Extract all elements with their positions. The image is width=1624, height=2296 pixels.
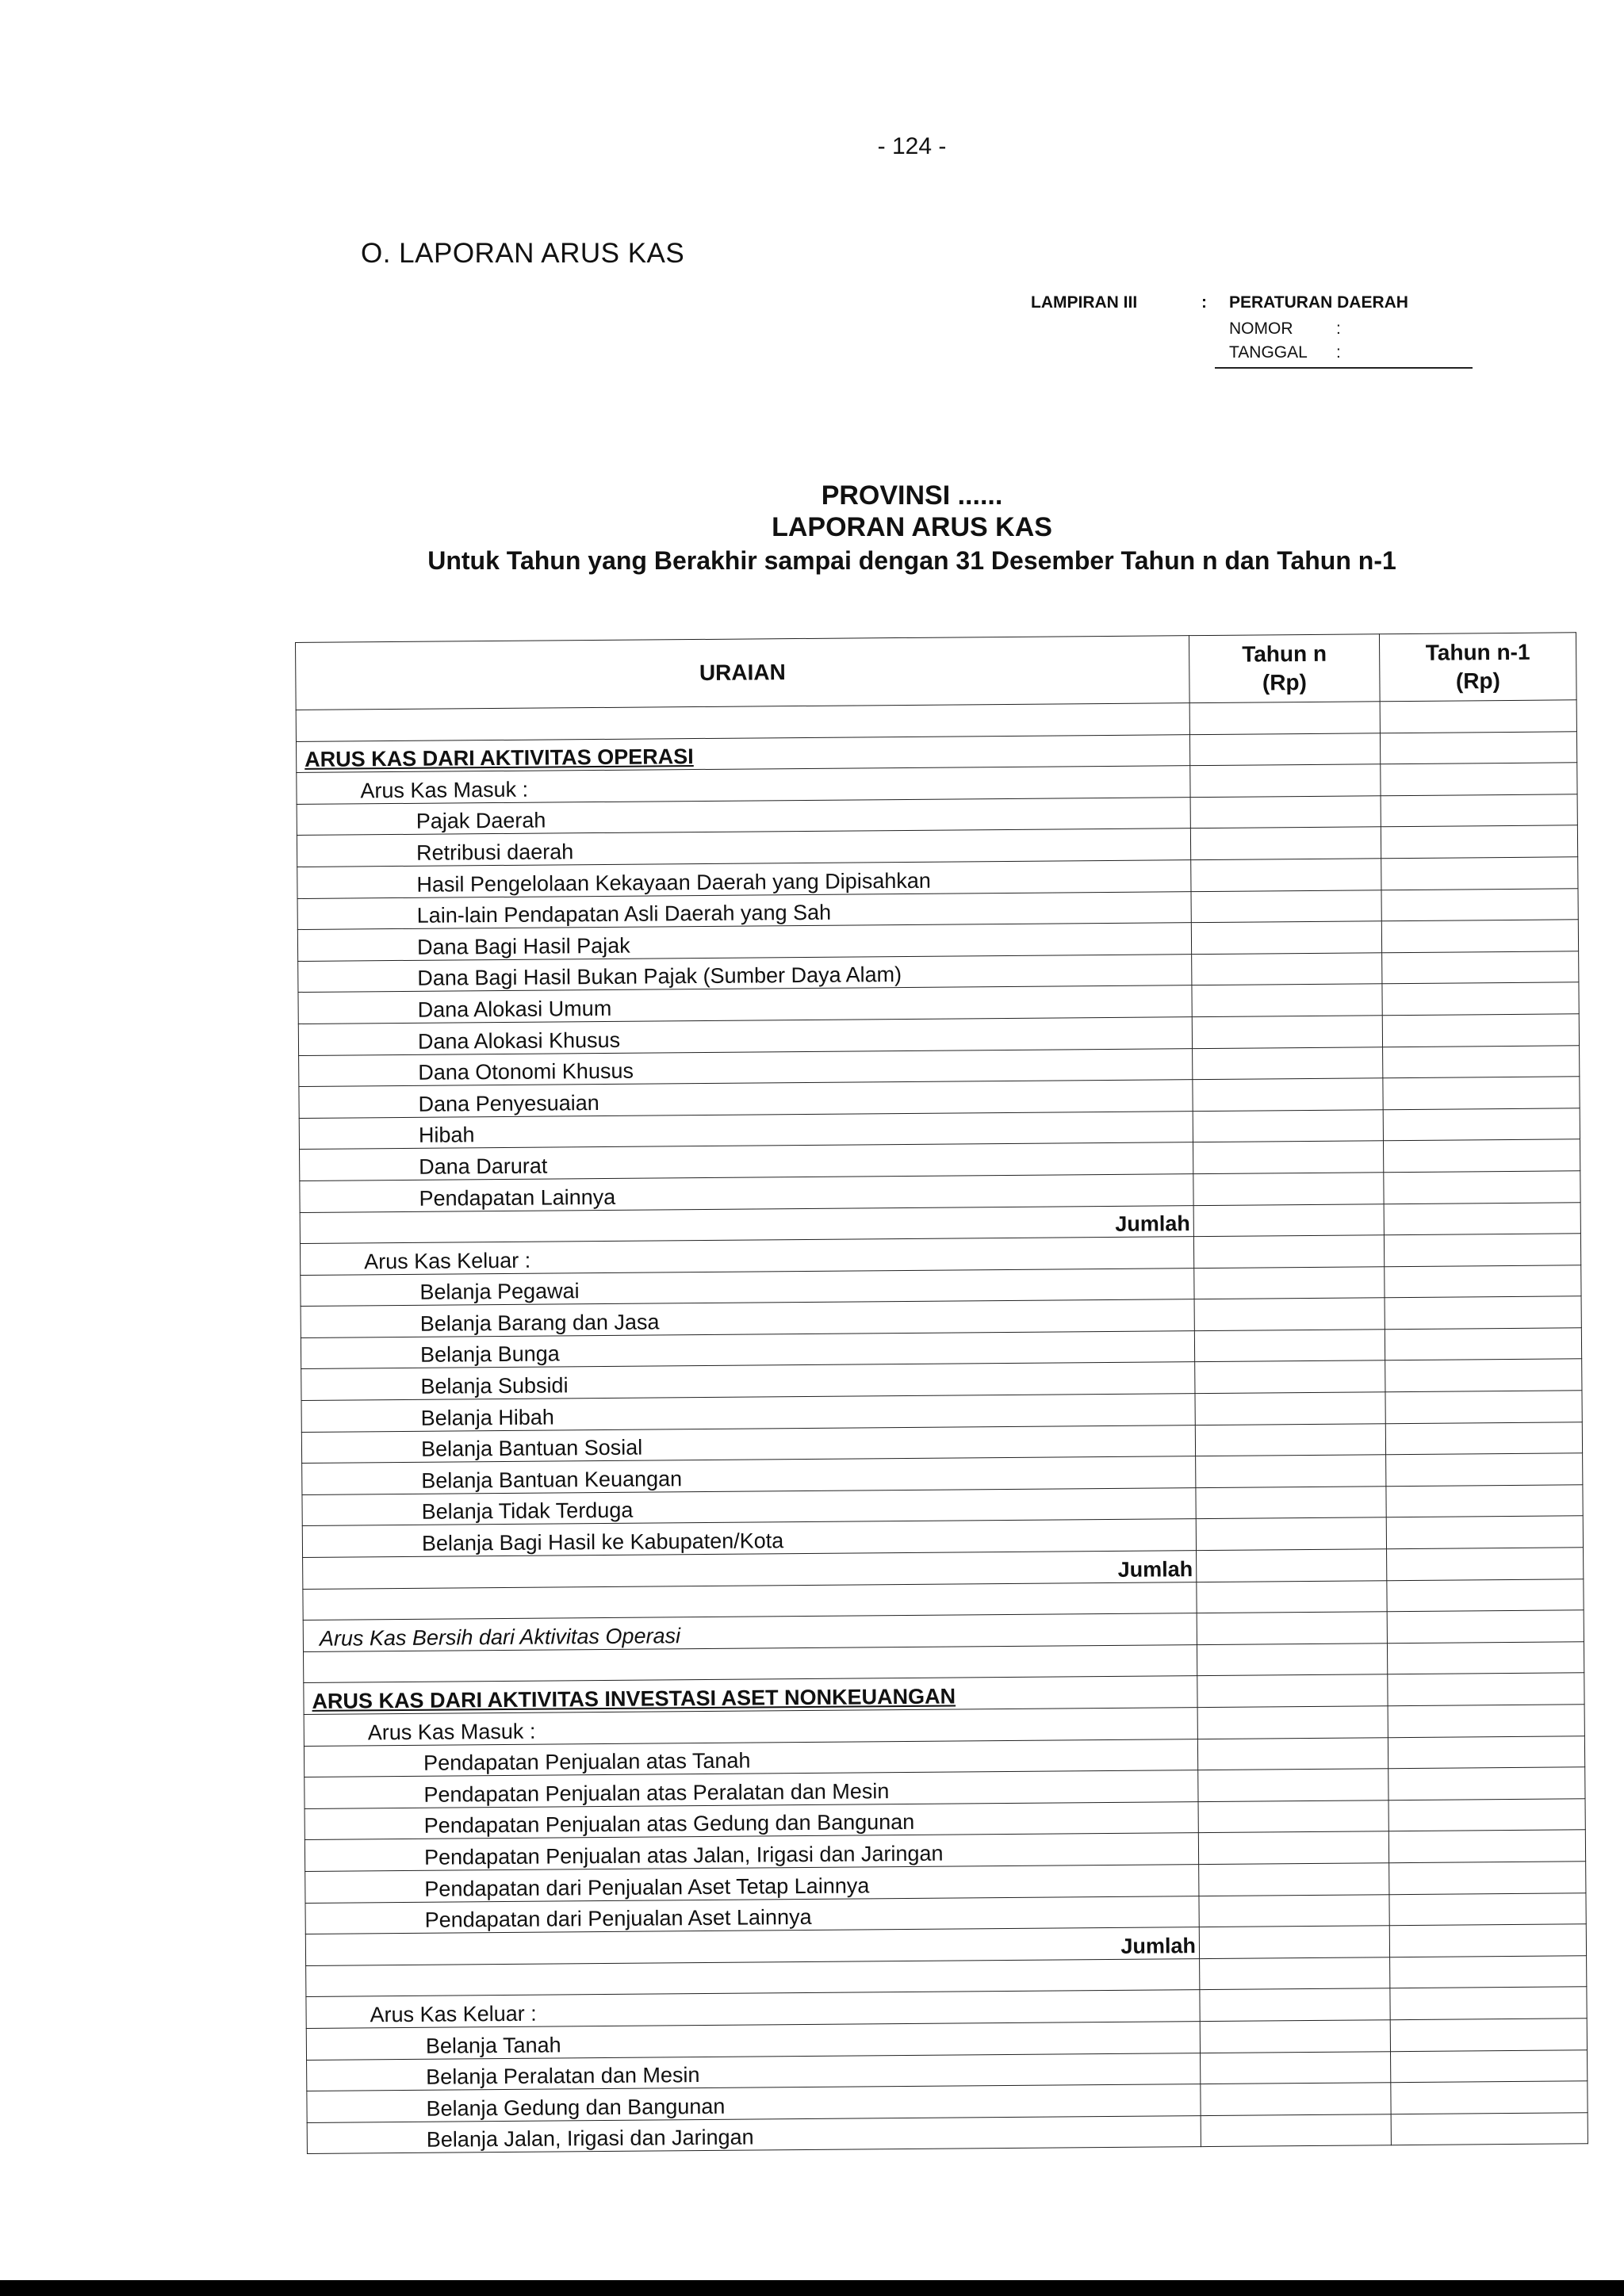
lampiran-label: LAMPIRAN III [1031, 293, 1138, 312]
cell-year-n1 [1388, 1673, 1584, 1706]
row-label: Pendapatan Penjualan atas Gedung dan Bangunan [304, 1801, 1198, 1839]
cell-year-n [1194, 1330, 1385, 1362]
cell-year-n1 [1387, 1642, 1584, 1675]
row-label: Pendapatan Penjualan atas Tanah [304, 1739, 1197, 1777]
cell-year-n [1200, 1957, 1390, 1989]
cell-year-n [1198, 1831, 1388, 1864]
cell-year-n1 [1386, 1485, 1583, 1518]
cell-year-n1 [1388, 1830, 1585, 1863]
row-label: Dana Penyesuaian [299, 1080, 1193, 1118]
cell-year-n [1192, 984, 1382, 1016]
row-label: Dana Darurat [300, 1142, 1193, 1181]
cell-year-n [1197, 1706, 1388, 1739]
tanggal-field [1229, 343, 1341, 362]
cell-year-n [1193, 1141, 1383, 1173]
row-label: Belanja Peralatan dan Mesin [307, 2053, 1201, 2091]
row-label: Dana Otonomi Khusus [299, 1048, 1193, 1086]
row-total-label: Jumlah [300, 1205, 1193, 1243]
cell-year-n [1201, 2051, 1391, 2084]
cell-year-n1 [1389, 1862, 1586, 1895]
row-label: Retribusi daerah [297, 828, 1190, 867]
section-title: O. LAPORAN ARUS KAS [361, 238, 685, 269]
cell-year-n [1192, 1016, 1382, 1048]
cell-year-n1 [1390, 2019, 1587, 2052]
cell-year-n1 [1382, 1014, 1579, 1047]
row-section-heading: ARUS KAS DARI AKTIVITAS INVESTASI ASET NONKEUANGAN [304, 1676, 1197, 1714]
cell-year-n [1194, 1298, 1385, 1330]
row-label: Pendapatan dari Penjualan Aset Lainnya [305, 1896, 1199, 1934]
row-label: Hasil Pengelolaan Kekayaan Daerah yang Dipisahkan [297, 860, 1191, 898]
row-label: Hibah [299, 1111, 1193, 1149]
row-label: Dana Alokasi Umum [298, 985, 1192, 1024]
cell-year-n1 [1380, 731, 1576, 764]
cell-year-n1 [1383, 1139, 1580, 1173]
row-label: Belanja Hibah [301, 1394, 1195, 1432]
cell-year-n [1199, 1926, 1389, 1958]
cell-year-n1 [1391, 2049, 1588, 2083]
cell-year-n [1195, 1423, 1385, 1456]
cell-year-n [1196, 1487, 1386, 1519]
cell-year-n1 [1385, 1296, 1581, 1330]
row-label: Belanja Bantuan Keuangan [302, 1456, 1196, 1494]
cell-year-n1 [1388, 1799, 1585, 1832]
cell-year-n [1199, 1863, 1389, 1896]
cell-year-n1 [1385, 1359, 1582, 1392]
cell-year-n [1192, 952, 1382, 985]
cell-year-n [1201, 2114, 1391, 2146]
lampiran-colon: : [1201, 293, 1207, 312]
cell-year-n1 [1391, 2081, 1588, 2114]
row-label: Pajak Daerah [297, 797, 1190, 835]
cell-year-n1 [1381, 857, 1578, 890]
cell-year-n [1189, 702, 1380, 734]
cell-year-n1 [1382, 951, 1579, 985]
cell-year-n [1197, 1580, 1387, 1613]
row-label: Pendapatan Penjualan atas Peralatan dan Mesin [304, 1770, 1198, 1808]
row-label: Pendapatan Lainnya [300, 1174, 1193, 1212]
nomor-field [1229, 320, 1341, 339]
cell-year-n [1193, 1078, 1383, 1111]
row-section-heading: ARUS KAS DARI AKTIVITAS OPERASI [296, 734, 1189, 772]
column-header-uraian: URAIAN [296, 636, 1190, 710]
cell-year-n [1197, 1612, 1387, 1644]
cell-year-n [1191, 921, 1381, 954]
cell-year-n1 [1383, 1077, 1580, 1110]
tanggal-colon: : [1336, 343, 1341, 362]
cell-year-n1 [1386, 1453, 1583, 1487]
cell-year-n1 [1388, 1705, 1584, 1738]
cell-year-n1 [1383, 1045, 1580, 1078]
table-header-row [296, 633, 1577, 710]
row-label: Belanja Pegawai [301, 1268, 1194, 1306]
cell-year-n [1197, 1644, 1387, 1676]
cell-year-n1 [1384, 1171, 1580, 1204]
cell-year-n [1196, 1517, 1386, 1550]
row-total-label: Jumlah [303, 1551, 1197, 1589]
row-label: Belanja Barang dan Jasa [301, 1299, 1194, 1337]
row-label: Dana Bagi Hasil Bukan Pajak (Sumber Daya Alam) [298, 954, 1192, 992]
row-label: Arus Kas Bersih dari Aktivitas Operasi [303, 1613, 1197, 1651]
row-label: Belanja Bunga [301, 1330, 1194, 1368]
cell-year-n1 [1385, 1265, 1581, 1298]
cell-year-n [1198, 1769, 1388, 1801]
cell-year-n1 [1384, 1202, 1580, 1235]
cell-year-n [1197, 1674, 1388, 1707]
report-heading: LAPORAN ARUS KAS [772, 512, 1052, 542]
row-label: Belanja Jalan, Irigasi dan Jaringan [307, 2115, 1201, 2153]
cell-year-n [1193, 1173, 1384, 1205]
row-label: Dana Bagi Hasil Pajak [297, 923, 1191, 961]
scan-edge-bar [0, 2280, 1624, 2296]
cell-year-n [1198, 1800, 1388, 1832]
cell-year-n [1193, 1203, 1384, 1236]
page-number: - 124 - [877, 133, 947, 159]
cell-year-n1 [1387, 1548, 1584, 1581]
cell-year-n [1196, 1455, 1386, 1487]
cell-year-n [1193, 1109, 1383, 1142]
cell-year-n1 [1381, 920, 1578, 953]
table-body [296, 700, 1588, 2154]
row-label: Belanja Bantuan Sosial [301, 1425, 1195, 1463]
cell-year-n1 [1387, 1610, 1584, 1644]
cell-year-n1 [1385, 1328, 1581, 1361]
cell-year-n1 [1383, 1108, 1580, 1142]
cell-year-n [1194, 1266, 1385, 1299]
cash-flow-table [295, 632, 1588, 2154]
row-label: Pendapatan Penjualan atas Jalan, Irigasi dan Jaringan [304, 1833, 1198, 1871]
cell-year-n1 [1388, 1735, 1584, 1769]
row-label: Belanja Tanah [306, 2022, 1200, 2060]
cell-year-n1 [1384, 1234, 1580, 1267]
cell-year-n1 [1381, 794, 1577, 828]
cell-year-n [1195, 1392, 1385, 1425]
row-label: Dana Alokasi Khusus [298, 1017, 1192, 1055]
cell-year-n1 [1382, 982, 1579, 1016]
cell-year-n [1190, 796, 1381, 828]
lampiran-value: PERATURAN DAERAH [1229, 293, 1408, 312]
cell-year-n1 [1381, 825, 1577, 859]
cell-year-n [1189, 733, 1380, 765]
cell-year-n [1190, 827, 1381, 859]
row-label: Arus Kas Masuk : [304, 1708, 1197, 1746]
cell-year-n1 [1380, 700, 1576, 733]
lampiran-underline [1215, 367, 1473, 369]
cell-year-n [1193, 1047, 1383, 1079]
cell-year-n1 [1385, 1422, 1582, 1455]
row-label: Belanja Subsidi [301, 1362, 1195, 1400]
cell-year-n [1197, 1737, 1388, 1770]
column-header-year-n: Tahun n (Rp) [1189, 634, 1380, 703]
cell-year-n1 [1381, 763, 1577, 796]
nomor-label: NOMOR [1229, 320, 1293, 338]
cell-year-n1 [1388, 1767, 1585, 1800]
cell-year-n [1191, 859, 1381, 891]
row-label: Arus Kas Keluar : [300, 1237, 1193, 1275]
row-label: Belanja Tidak Terduga [302, 1487, 1196, 1525]
cell-year-n1 [1387, 1578, 1584, 1612]
province-heading: PROVINSI ...... [821, 480, 1003, 511]
cell-year-n [1200, 2020, 1390, 2053]
row-label: Arus Kas Keluar : [306, 1990, 1200, 2028]
cell-year-n [1190, 764, 1381, 797]
report-headings [0, 480, 1624, 578]
cell-year-n [1200, 1988, 1390, 2021]
cell-year-n [1201, 2083, 1391, 2115]
cell-year-n1 [1389, 1924, 1586, 1957]
cell-year-n1 [1390, 1956, 1587, 1989]
row-total-label: Jumlah [305, 1927, 1199, 1965]
row-label: Arus Kas Masuk : [297, 766, 1190, 804]
column-header-year-n1: Tahun n-1 (Rp) [1379, 633, 1576, 702]
cell-year-n1 [1389, 1892, 1586, 1926]
cell-year-n1 [1386, 1516, 1583, 1549]
cell-year-n [1191, 890, 1381, 922]
cell-year-n [1193, 1235, 1384, 1268]
row-label: Belanja Bagi Hasil ke Kabupaten/Kota [302, 1519, 1196, 1557]
row-label: Lain-lain Pendapatan Asli Daerah yang Sah [297, 891, 1191, 929]
row-label: Belanja Gedung dan Bangunan [307, 2084, 1201, 2122]
cell-year-n1 [1390, 1987, 1587, 2020]
tanggal-label: TANGGAL [1229, 343, 1308, 362]
cell-year-n [1195, 1360, 1385, 1393]
nomor-colon: : [1336, 320, 1341, 338]
cell-year-n1 [1381, 888, 1578, 921]
cell-year-n [1197, 1549, 1387, 1582]
cell-year-n1 [1391, 2112, 1588, 2145]
cell-year-n1 [1385, 1391, 1582, 1424]
row-label: Pendapatan dari Penjualan Aset Tetap Lainnya [305, 1865, 1199, 1903]
period-heading: Untuk Tahun yang Berakhir sampai dengan 31 Desember Tahun n dan Tahun n-1 [427, 546, 1396, 575]
cell-year-n [1199, 1894, 1389, 1927]
